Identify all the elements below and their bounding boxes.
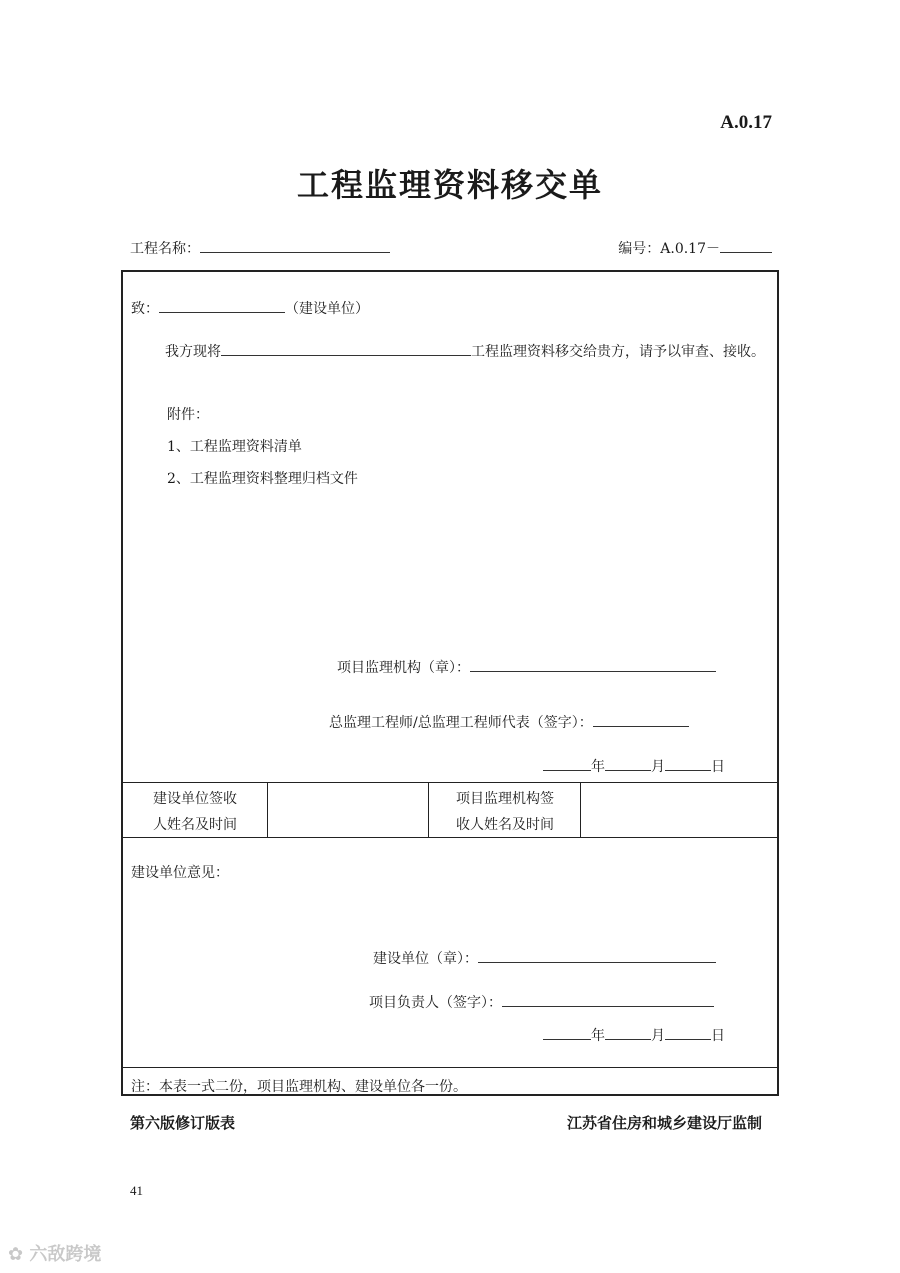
watermark <box>8 1240 101 1266</box>
lead-sign-label: 项目负责人（签字）： <box>369 995 502 1011</box>
month-blank-2[interactable] <box>605 1025 651 1040</box>
page-number: 41 <box>130 1183 143 1198</box>
divider-sign-bottom <box>123 837 777 838</box>
watermark-icon: ✿ <box>8 1244 24 1265</box>
form-code: A.0.17 <box>720 112 772 133</box>
lead-sign-row <box>369 992 714 1012</box>
owner-seal-label: 建设单位（章）： <box>373 951 478 967</box>
sign-row <box>123 782 777 837</box>
year-label-2: 年 <box>591 1028 605 1044</box>
form-table <box>121 270 779 1096</box>
serial-number-label: 编号：A.0.17－ <box>618 241 720 257</box>
month-blank-1[interactable] <box>605 756 651 771</box>
org-seal-blank[interactable] <box>470 657 716 672</box>
chief-sign-blank[interactable] <box>593 712 689 727</box>
edition-note: 第六版修订版表 <box>130 1114 236 1132</box>
form-title: 工程监理资料移交单 <box>296 166 603 204</box>
owner-receipt-label-line1: 建设单位签收 <box>153 791 237 807</box>
to-suffix: （建设单位） <box>285 301 369 317</box>
serial-number-field <box>618 238 772 258</box>
owner-receipt-cell[interactable] <box>269 782 427 837</box>
year-label-1: 年 <box>591 759 605 775</box>
supervisor-receipt-label-line1: 项目监理机构签 <box>456 791 554 807</box>
attachment-label: 附件： <box>167 407 209 423</box>
owner-opinion-label: 建设单位意见： <box>131 865 229 881</box>
project-name-blank[interactable] <box>200 238 390 253</box>
attachment-item-2: 2、工程监理资料整理归档文件 <box>167 471 358 487</box>
issuer-note: 江苏省住房和城乡建设厅监制 <box>566 1114 762 1132</box>
date-row-1 <box>543 756 725 776</box>
sign-col-divider-2 <box>428 782 429 837</box>
addressee-row <box>131 298 369 318</box>
supervisor-receipt-label-line2: 收人姓名及时间 <box>456 817 554 833</box>
watermark-text: 六敌跨境 <box>29 1244 102 1265</box>
day-blank-1[interactable] <box>665 756 711 771</box>
owner-seal-row <box>373 948 716 968</box>
sign-col-divider-1 <box>267 782 268 837</box>
statement-row <box>165 341 765 361</box>
supervisor-receipt-cell[interactable] <box>582 782 777 837</box>
month-label-2: 月 <box>651 1028 665 1044</box>
to-prefix: 致： <box>131 301 159 317</box>
owner-receipt-label <box>123 786 267 838</box>
year-blank-2[interactable] <box>543 1025 591 1040</box>
day-label-2: 日 <box>711 1028 725 1044</box>
lead-sign-blank[interactable] <box>502 992 714 1007</box>
divider-note <box>123 1067 777 1068</box>
addressee-blank[interactable] <box>159 298 285 313</box>
project-name-field <box>130 238 390 258</box>
org-seal-row <box>337 657 716 677</box>
sign-col-divider-3 <box>580 782 581 837</box>
chief-sign-row <box>329 712 689 732</box>
project-name-label: 工程名称： <box>130 241 200 257</box>
serial-number-blank[interactable] <box>720 238 772 253</box>
day-blank-2[interactable] <box>665 1025 711 1040</box>
day-label-1: 日 <box>711 759 725 775</box>
statement-project-blank[interactable] <box>221 341 471 356</box>
statement-prefix: 我方现将 <box>165 344 221 360</box>
attachment-item-1: 1、工程监理资料清单 <box>167 439 302 455</box>
org-seal-label: 项目监理机构（章）： <box>337 660 470 676</box>
date-row-2 <box>543 1025 725 1045</box>
supervisor-receipt-label <box>430 786 580 838</box>
owner-seal-blank[interactable] <box>478 948 716 963</box>
table-note: 注：本表一式二份，项目监理机构、建设单位各一份。 <box>131 1079 467 1095</box>
year-blank-1[interactable] <box>543 756 591 771</box>
owner-receipt-label-line2: 人姓名及时间 <box>153 817 237 833</box>
chief-sign-label: 总监理工程师/总监理工程师代表（签字）： <box>329 715 593 731</box>
month-label-1: 月 <box>651 759 665 775</box>
statement-suffix: 工程监理资料移交给贵方，请予以审查、接收。 <box>471 344 765 360</box>
